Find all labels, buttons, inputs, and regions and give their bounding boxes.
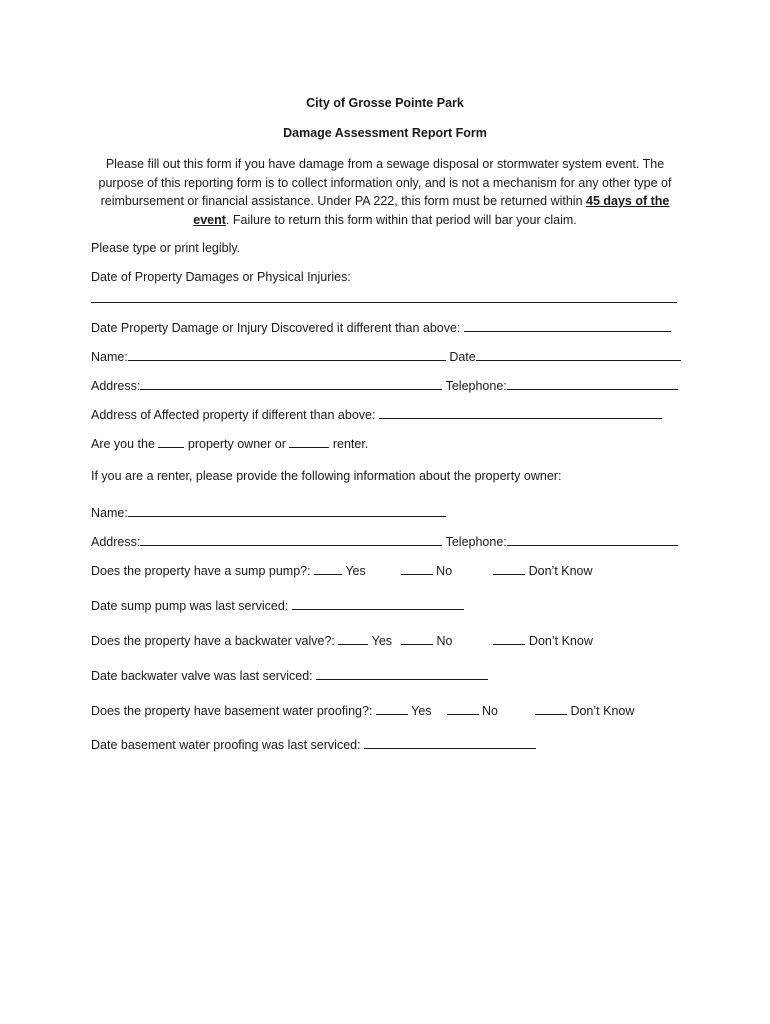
sump-yes-field[interactable] bbox=[314, 562, 342, 575]
renter-label: renter. bbox=[332, 437, 369, 451]
name-date-row bbox=[91, 348, 681, 364]
name-field[interactable] bbox=[128, 348, 446, 361]
intro-deadline-emphasis: 45 days of the event bbox=[193, 194, 670, 227]
owner-name-row bbox=[91, 504, 446, 520]
sump-serviced-field[interactable] bbox=[292, 597, 464, 610]
name-label: Name: bbox=[91, 350, 128, 364]
intro-text-after: . Failure to return this form within that period will bar your claim. bbox=[225, 212, 577, 227]
date-damages-label: Date of Property Damages or Physical Injuries: bbox=[91, 270, 351, 284]
renter-intro: If you are a renter, please provide the following information about the property owner: bbox=[91, 469, 562, 483]
sump-serviced-row bbox=[91, 597, 464, 613]
property-owner-field[interactable] bbox=[158, 435, 184, 448]
proofing-no-field[interactable] bbox=[447, 702, 479, 715]
proofing-serviced-label: Date basement water proofing was last serviced: bbox=[91, 738, 361, 752]
sump-pump-question: Does the property have a sump pump?: bbox=[91, 564, 311, 578]
org-title: City of Grosse Pointe Park bbox=[306, 96, 464, 110]
intro-paragraph bbox=[92, 155, 678, 229]
proofing-serviced-field[interactable] bbox=[364, 736, 536, 749]
telephone-field[interactable] bbox=[507, 377, 678, 390]
proofing-dont-know-label: Don’t Know bbox=[570, 704, 635, 718]
owner-name-label: Name: bbox=[91, 506, 128, 520]
owner-telephone-field[interactable] bbox=[507, 533, 678, 546]
sump-no-field[interactable] bbox=[401, 562, 433, 575]
sump-pump-row bbox=[91, 562, 593, 578]
water-proofing-question: Does the property have basement water proofing?: bbox=[91, 704, 373, 718]
sump-dont-know-label: Don’t Know bbox=[528, 564, 593, 578]
date-label: Date bbox=[449, 350, 476, 364]
sump-serviced-label: Date sump pump was last serviced: bbox=[91, 599, 289, 613]
owner-renter-row bbox=[91, 435, 368, 451]
affected-address-row bbox=[91, 406, 662, 422]
instructions: Please type or print legibly. bbox=[91, 241, 241, 255]
backwater-no-label: No bbox=[436, 634, 453, 648]
address-field[interactable] bbox=[140, 377, 442, 390]
water-proofing-row bbox=[91, 702, 634, 718]
affected-address-label: Address of Affected property if different than above: bbox=[91, 408, 376, 422]
date-discovered-row bbox=[91, 319, 671, 335]
proofing-yes-label: Yes bbox=[411, 704, 432, 718]
owner-address-field[interactable] bbox=[140, 533, 442, 546]
backwater-serviced-row bbox=[91, 667, 488, 683]
date-damages-field[interactable] bbox=[91, 290, 677, 303]
backwater-valve-row bbox=[91, 632, 593, 648]
telephone-label: Telephone: bbox=[445, 379, 507, 393]
proofing-yes-field[interactable] bbox=[376, 702, 408, 715]
intro-text-before: Please fill out this form if you have damage from a sewage disposal or stormwater system event. The purpose of this reporting form is to collect information only, and is not a mechanism for any other type of reimbursement or financial assistance. Under PA 222, this form must be returned within bbox=[98, 157, 672, 208]
sump-dont-know-field[interactable] bbox=[493, 562, 525, 575]
form-title: Damage Assessment Report Form bbox=[283, 126, 487, 140]
address-telephone-row bbox=[91, 377, 678, 393]
owner-address-telephone-row bbox=[91, 533, 678, 549]
proofing-serviced-row bbox=[91, 736, 536, 752]
proofing-no-label: No bbox=[482, 704, 498, 718]
backwater-no-field[interactable] bbox=[401, 632, 433, 645]
owner-telephone-label: Telephone: bbox=[445, 535, 507, 549]
backwater-yes-field[interactable] bbox=[338, 632, 368, 645]
sump-yes-label: Yes bbox=[345, 564, 366, 578]
backwater-dont-know-field[interactable] bbox=[493, 632, 525, 645]
property-owner-label: property owner or bbox=[187, 437, 286, 451]
sump-no-label: No bbox=[436, 564, 453, 578]
owner-name-field[interactable] bbox=[128, 504, 446, 517]
backwater-yes-label: Yes bbox=[371, 634, 393, 648]
affected-address-field[interactable] bbox=[379, 406, 662, 419]
renter-field[interactable] bbox=[289, 435, 329, 448]
owner-address-label: Address: bbox=[91, 535, 141, 549]
are-you-the-label: Are you the bbox=[91, 437, 155, 451]
date-discovered-label: Date Property Damage or Injury Discovered it different than above: bbox=[91, 321, 461, 335]
address-label: Address: bbox=[91, 379, 141, 393]
proofing-dont-know-field[interactable] bbox=[535, 702, 567, 715]
backwater-valve-question: Does the property have a backwater valve?: bbox=[91, 634, 335, 648]
date-discovered-field[interactable] bbox=[464, 319, 671, 332]
backwater-serviced-label: Date backwater valve was last serviced: bbox=[91, 669, 313, 683]
backwater-dont-know-label: Don’t Know bbox=[528, 634, 593, 648]
backwater-serviced-field[interactable] bbox=[316, 667, 488, 680]
date-field[interactable] bbox=[476, 348, 681, 361]
